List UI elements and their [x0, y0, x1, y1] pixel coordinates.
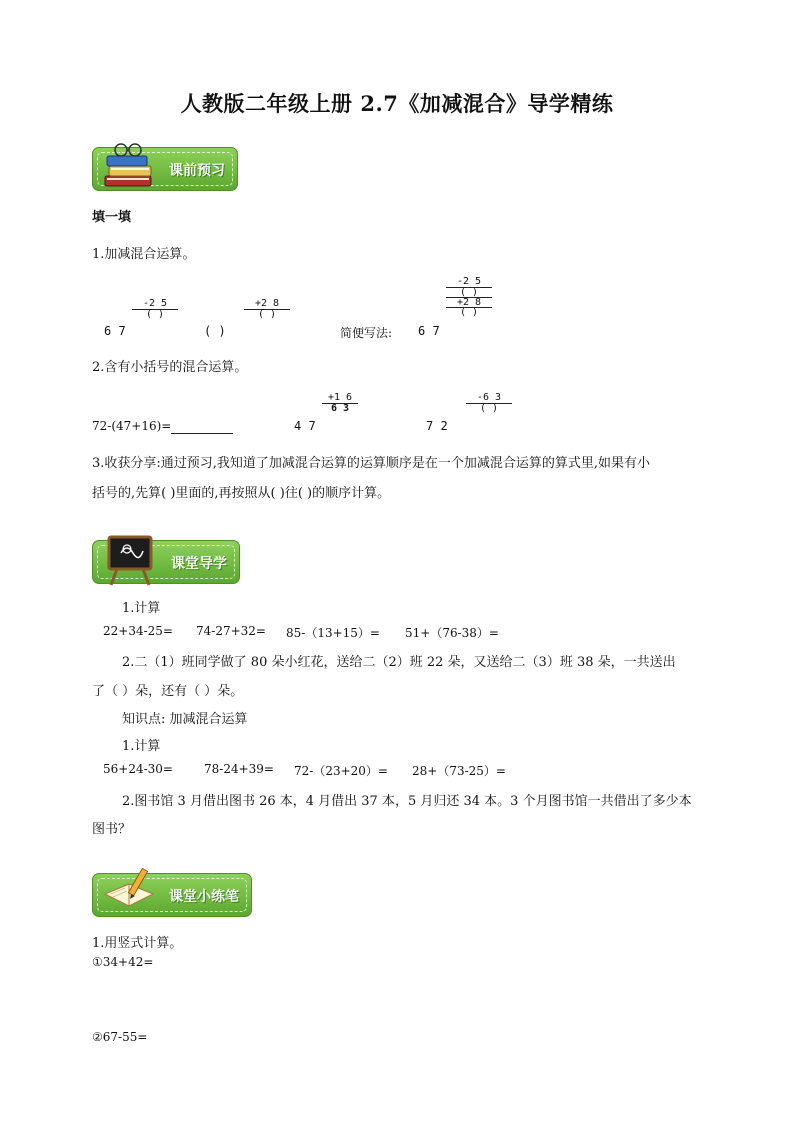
calc-row-4: ( ) [446, 307, 492, 317]
calc-top: +1 6 [327, 392, 353, 403]
expression-3: 85-（13+15）= [286, 626, 380, 640]
section-banner-preview [92, 147, 238, 191]
calc-label: 1.计算 [122, 601, 161, 616]
vertical-calc-c [446, 277, 492, 317]
calc-label-2: 1.计算 [122, 739, 161, 754]
expression-8: 28+（73-25）= [412, 764, 506, 778]
calc-answer-blank: ( ) [132, 309, 178, 319]
question-1: 1.加减混合运算。 [92, 247, 196, 262]
simple-label: 简便写法: [340, 326, 393, 340]
section-label: 课堂导学 [171, 556, 227, 572]
number-67-simple: 6 7 [418, 324, 440, 338]
expression-7: 72-（23+20）= [294, 764, 388, 778]
number-72: 7 2 [426, 419, 448, 433]
number-67: 6 7 [104, 324, 126, 338]
question-3-line2: 括号的,先算( )里面的,再按照从( )往( )的顺序计算。 [92, 486, 391, 501]
vertical-calc-a [132, 299, 178, 319]
guide-question-4-line1: 2.图书馆 3 月借出图书 26 本，4 月借出 37 本，5 月归还 34 本。3 个月图书馆一共借出了多少本 [122, 794, 692, 809]
calc-top: -6 3 [476, 392, 502, 403]
expression-text: 72-(47+16)= [92, 419, 172, 433]
expression-2: 74-27+32= [196, 624, 266, 638]
number-47: 4 7 [294, 419, 316, 433]
answer-paren: ( ) [204, 324, 226, 338]
calc-answer-blank: ( ) [244, 309, 290, 319]
expression-4: 51+（76-38）= [405, 626, 499, 640]
calc-top: -2 5 [142, 298, 168, 309]
guide-question-2-line2: 了（ ）朵，还有（ ）朵。 [92, 684, 244, 699]
blackboard-icon [101, 533, 159, 587]
expression-q2 [92, 419, 233, 434]
vertical-calc-d [322, 393, 358, 413]
calc-row-1: -2 5 [456, 276, 482, 287]
calc-top: +2 8 [254, 298, 280, 309]
page-title: 人教版二年级上册 2.7《加减混合》导学精练 [180, 91, 614, 116]
calc-row-3: +2 8 [446, 297, 492, 307]
practice-item-a: ①34+42= [92, 955, 154, 969]
notebook-pencil-icon [101, 866, 159, 920]
expression-5: 56+24-30= [103, 762, 173, 776]
answer-blank[interactable] [171, 419, 233, 434]
section-label: 课堂小练笔 [169, 889, 239, 905]
practice-item-b: ②67-55= [92, 1030, 148, 1044]
calc-row-2: ( ) [446, 287, 492, 297]
guide-question-4-line2: 图书？ [92, 822, 132, 837]
books-icon [101, 140, 159, 194]
expression-6: 78-24+39= [204, 762, 274, 776]
calc-result: 6 3 [322, 403, 358, 413]
vertical-calc-b [244, 299, 290, 319]
knowledge-point: 知识点: 加减混合运算 [122, 712, 248, 727]
fill-heading: 填一填 [92, 210, 132, 225]
section-banner-practice [92, 873, 252, 917]
question-2: 2.含有小括号的混合运算。 [92, 360, 248, 375]
calc-answer-blank: ( ) [466, 403, 512, 413]
practice-question-1: 1.用竖式计算。 [92, 936, 183, 951]
vertical-calc-e [466, 393, 512, 413]
question-3-line1: 3.收获分享:通过预习,我知道了加减混合运算的运算顺序是在一个加减混合运算的算式里,如果有小 [92, 456, 651, 471]
section-label: 课前预习 [169, 163, 225, 179]
guide-question-2-line1: 2.二（1）班同学做了 80 朵小红花，送给二（2）班 22 朵，又送给二（3）班 38 朵，一共送出 [122, 655, 676, 670]
section-banner-guide [92, 540, 240, 584]
expression-1: 22+34-25= [103, 624, 173, 638]
